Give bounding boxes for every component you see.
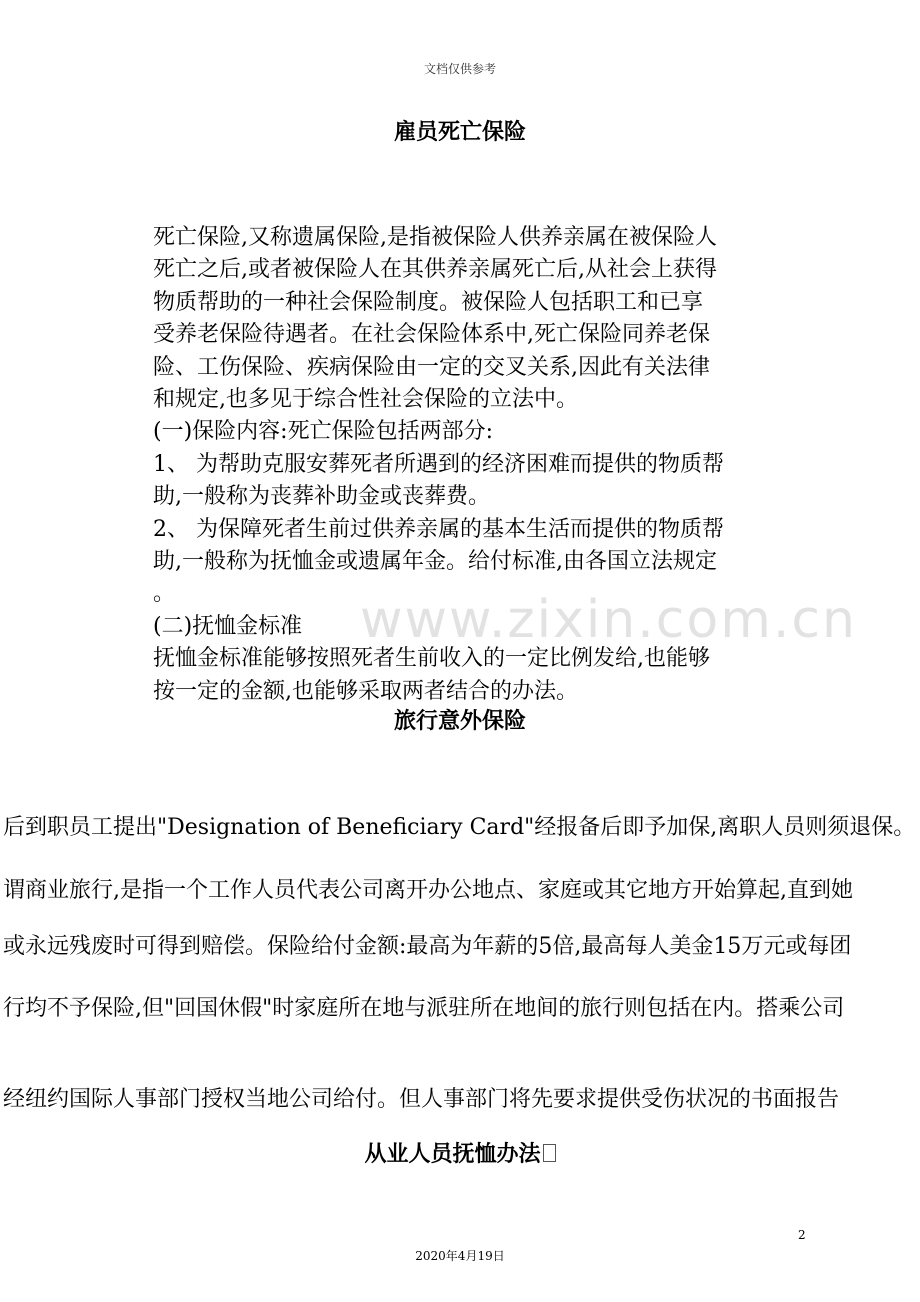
text-line: 受养老保险待遇者。在社会保险体系中,死亡保险同养老保 <box>153 322 710 348</box>
section-title-travel-accident-insurance: 旅行意外保险 <box>393 709 526 734</box>
section-title-text: 从业人员抚恤办法 <box>364 1142 541 1167</box>
text-line: 。 <box>153 581 176 607</box>
text-line: 助,一般称为丧葬补助金或丧葬费。 <box>153 484 490 510</box>
page-number: 2 <box>798 1228 806 1242</box>
text-line: 死亡保险,又称遗属保险,是指被保险人供养亲属在被保险人 <box>153 225 717 250</box>
text-line: 险、工伤保险、疾病保险由一定的交叉关系,因此有关法律 <box>153 354 710 380</box>
text-line: 1、 为帮助克服安葬死者所遇到的经济困难而提供的物质帮 <box>153 451 724 477</box>
text-line: 物质帮助的一种社会保险制度。被保险人包括职工和已享 <box>153 289 704 315</box>
text-line: 抚恤金标准能够按照死者生前收入的一定比例发给,也能够 <box>153 646 710 672</box>
text-line: 后到职员工提出"Designation of Beneficiary Card"经报备后即予加保,离职人员则须退保。 <box>3 815 916 840</box>
text-line: 按一定的金额,也能够采取两者结合的办法。 <box>153 678 578 704</box>
section-body-death-insurance <box>153 222 793 708</box>
text-line: 或永远残废时可得到赔偿。保险给付金额:最高为年薪的5倍,最高每人美金15万元或每团 <box>3 934 852 959</box>
page-footer-date: 2020年4月19日 <box>415 1249 505 1263</box>
subheading-pension-standard: (二)抚恤金标准 <box>153 613 303 639</box>
text-line: 和规定,也多见于综合性社会保险的立法中。 <box>153 387 578 413</box>
text-line: 死亡之后,或者被保险人在其供养亲属死亡后,从社会上获得 <box>153 257 717 283</box>
text-line: 行均不予保险,但"回国休假"时家庭所在地与派驻所在地间的旅行则包括在内。搭乘公司 <box>3 996 845 1021</box>
text-line: 2、 为保障死者生前过供养亲属的基本生活而提供的物质帮 <box>153 516 724 542</box>
section-title-employee-pension <box>0 1137 920 1168</box>
section-title-death-insurance: 雇员死亡保险 <box>393 120 526 145</box>
watermark: www.zixin.com.cn <box>360 590 857 650</box>
text-line: 经纽约国际人事部门授权当地公司给付。但人事部门将先要求提供受伤状况的书面报告 <box>3 1087 840 1112</box>
text-line: 谓商业旅行,是指一个工作人员代表公司离开办公地点、家庭或其它地方开始算起,直到她 <box>3 878 853 903</box>
text-line: 助,一般称为抚恤金或遗属年金。给付标准,由各国立法规定 <box>153 549 717 575</box>
subheading-insurance-content: (一)保险内容:死亡保险包括两部分: <box>153 419 493 445</box>
missing-glyph-box-icon <box>543 1144 556 1162</box>
page-header: 文档仅供参考 <box>423 62 496 76</box>
